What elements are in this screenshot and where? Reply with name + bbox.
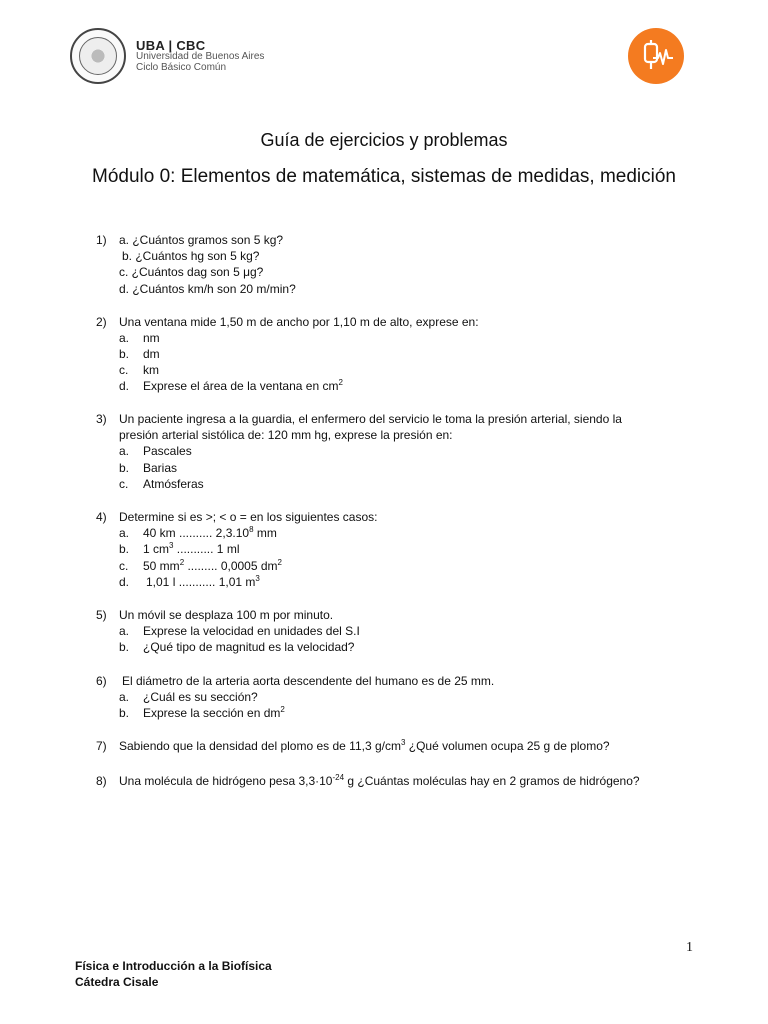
university-title: UBA | CBC <box>136 37 206 53</box>
question-number: 1) <box>96 233 107 247</box>
item-label: c. <box>119 363 129 377</box>
item-label: a. <box>119 331 130 345</box>
item-text: km <box>143 363 159 377</box>
question-text: El diámetro de la arteria aorta descendente del humano es de 25 mm. <box>122 674 495 688</box>
item-text: dm <box>143 347 160 361</box>
item-text: Exprese la sección en $dm^2$ <box>143 705 285 720</box>
item-label: b. <box>119 640 130 654</box>
page-number: 1 <box>686 940 693 955</box>
item-label: d. <box>119 575 130 589</box>
item-text: 40 km .......... 2,3.10$^8$ mm <box>143 525 277 540</box>
question-number: 2) <box>96 315 107 329</box>
item-text: 50 $mm^2$ ......... 0,0005 $dm^2$ <box>143 558 282 573</box>
question-text: Un paciente ingresa a la guardia, el enfermero del servicio le toma la presión arterial, siendo la <box>119 412 622 426</box>
question-number: 5) <box>96 608 107 622</box>
item-text: 1 $cm^3$ ........... 1 ml <box>143 541 240 556</box>
program-name: Ciclo Básico Común <box>136 61 227 73</box>
item-label: a. <box>119 526 130 540</box>
iv-bag-heartbeat-icon <box>628 28 684 84</box>
question-item: d. ¿Cuántos km/h son 20 m/min? <box>119 282 296 296</box>
item-text: nm <box>143 331 160 345</box>
question-number: 8) <box>96 774 107 788</box>
question-text: Un móvil se desplaza 100 m por minuto. <box>119 608 334 622</box>
question-text: Sabiendo que la densidad del plomo es de 11,3 $g/cm^3$ ¿Qué volumen ocupa 25 g de plomo? <box>119 738 610 753</box>
university-name: Universidad de Buenos Aires <box>136 51 265 63</box>
item-text: Exprese la velocidad en unidades del S.I <box>143 624 360 638</box>
footer-course: Física e Introducción a la Biofísica <box>75 959 272 973</box>
item-label: a. <box>119 444 130 458</box>
item-text: Pascales <box>143 444 192 458</box>
item-label: a. <box>119 690 130 704</box>
question-text: Una ventana mide 1,50 m de ancho por 1,10 m de alto, exprese en: <box>119 315 479 329</box>
question-item: b. ¿Cuántos hg son 5 kg? <box>122 249 260 263</box>
item-label: c. <box>119 477 129 491</box>
item-text: ¿Cuál es su sección? <box>143 690 258 704</box>
item-text: Exprese el área de la ventana en $cm^2$ <box>143 378 343 393</box>
question-text: Una molécula de hidrógeno pesa $3,3\cdot 10^{-24}$ g ¿Cuántas moléculas hay en 2 gramos de hidrógeno? <box>119 773 640 788</box>
item-text: 1,01 l ........... 1,01 $m^3$ <box>146 574 260 589</box>
item-text: ¿Qué tipo de magnitud es la velocidad? <box>143 640 355 654</box>
question-text: Determine si es >; < o = en los siguientes casos: <box>119 510 378 524</box>
page-subtitle: Módulo 0: Elementos de matemática, sistemas de medidas, medición <box>92 166 676 187</box>
item-text: Barias <box>143 461 178 475</box>
item-label: c. <box>119 559 129 573</box>
question-number: 4) <box>96 510 107 524</box>
item-label: b. <box>119 461 130 475</box>
header <box>70 28 264 84</box>
footer-chair: Cátedra Cisale <box>75 975 159 989</box>
question-number: 7) <box>96 739 107 753</box>
item-text: Atmósferas <box>143 477 204 491</box>
footer <box>75 958 272 990</box>
item-label: b. <box>119 542 130 556</box>
question-item: a. ¿Cuántos gramos son 5 kg? <box>119 233 284 247</box>
university-seal-icon <box>70 28 126 84</box>
university-block <box>136 39 264 74</box>
item-label: b. <box>119 706 130 720</box>
item-label: a. <box>119 624 130 638</box>
question-text: presión arterial sistólica de: 120 mm hg, exprese la presión en: <box>119 428 453 442</box>
page-title: Guía de ejercicios y problemas <box>260 130 508 150</box>
question-number: 6) <box>96 674 107 688</box>
question-item: c. ¿Cuántos dag son 5 μg? <box>119 265 264 279</box>
question-number: 3) <box>96 412 107 426</box>
item-label: d. <box>119 379 130 393</box>
item-label: b. <box>119 347 130 361</box>
